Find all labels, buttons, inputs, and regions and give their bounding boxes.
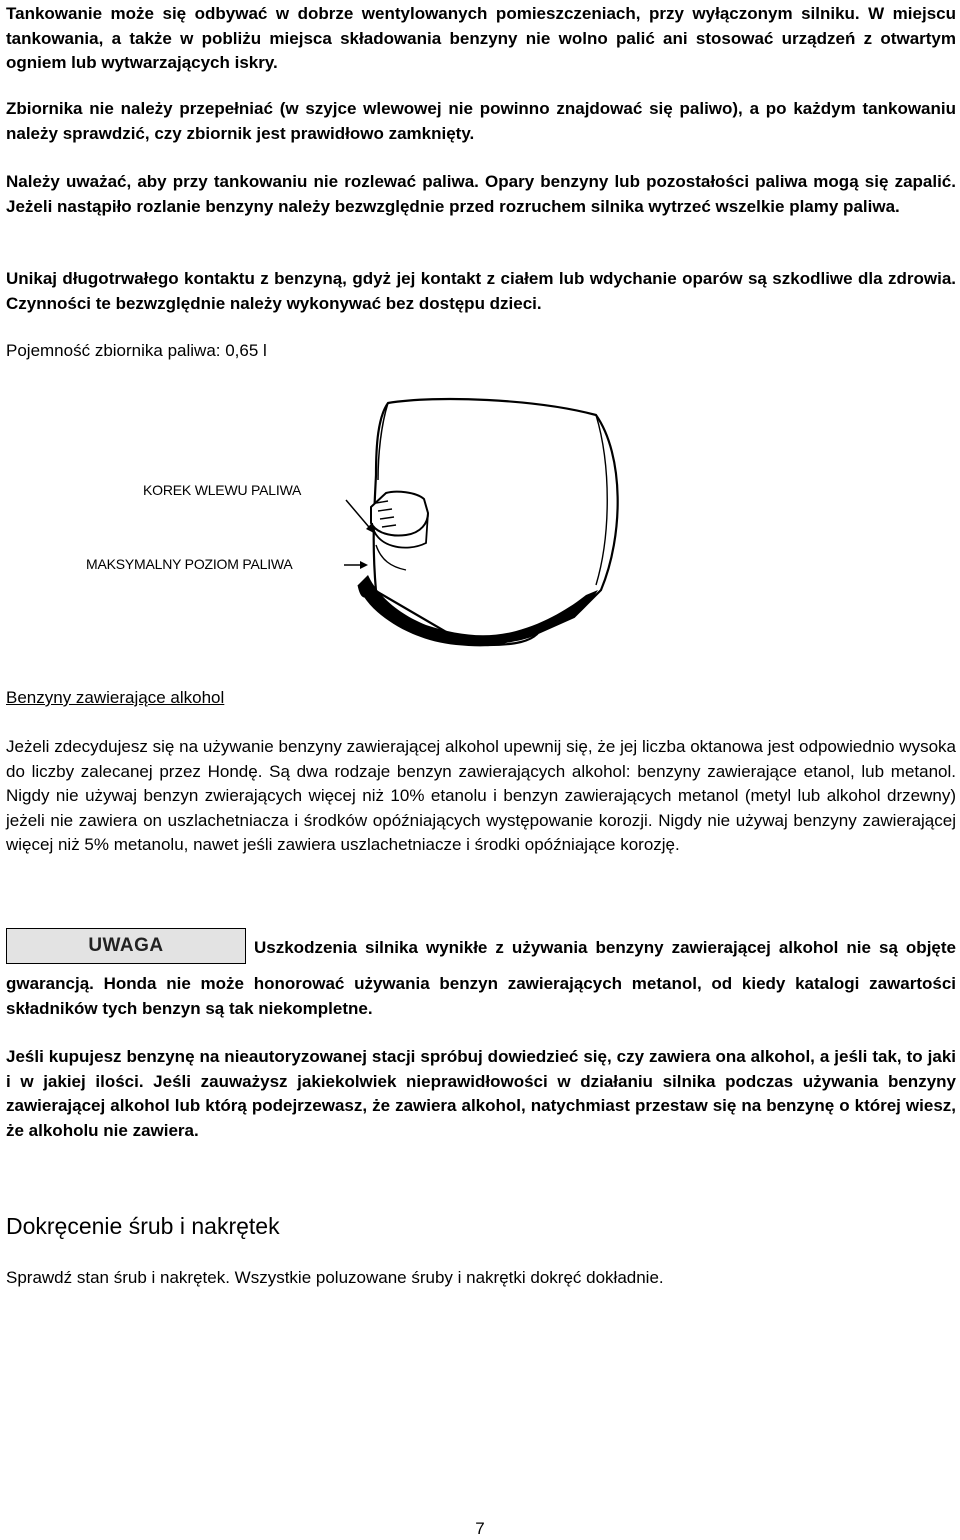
warning-badge-label: UWAGA (88, 935, 164, 956)
bolts-heading: Dokręcenie śrub i nakrętek (6, 1213, 280, 1239)
paragraph-fuel-spill: Należy uważać, aby przy tankowaniu nie rozlewać paliwa. Opary benzyny lub pozostałości paliwa mogą się zapalić. Jeżeli nastąpiło rozlanie benzyny należy bezwzględnie przed rozruchem silnika wytrzeć wszelkie plamy paliwa. (6, 172, 956, 216)
paragraph-refueling-safety: Tankowanie może się odbywać w dobrze wentylowanych pomieszczeniach, przy wyłączonym silniku. W miejscu tankowania, a także w pobliżu miejsca składowania benzyny nie wolno palić ani stosować urządzeń z otwartym ogniem lub wytwarzających iskry. (6, 4, 956, 72)
warning-badge (6, 928, 246, 964)
alcohol-fuels-heading: Benzyny zawierające alkohol (6, 688, 225, 707)
label-max-fuel-level: MAKSYMALNY POZIOM PALIWA (86, 556, 293, 572)
warning-paragraph (6, 936, 956, 1021)
page-number: 7 (475, 1519, 485, 1538)
tank-capacity: Pojemność zbiornika paliwa: 0,65 l (6, 341, 267, 360)
paragraph-health-warning: Unikaj długotrwałego kontaktu z benzyną, gdyż jej kontakt z ciałem lub wdychanie oparów są szkodliwe dla zdrowia. Czynności te bezwzględnie należy wykonywać bez dostępu dzieci. (6, 269, 956, 313)
filler-cap (371, 492, 428, 536)
alcohol-fuels-body: Jeżeli zdecydujesz się na używanie benzyny zawierającej alkohol upewnij się, że jej liczba oktanowa jest odpowiednio wysoka do liczby zalecanej przez Hondę. Są dwa rodzaje benzyn zawierających alkohol: benzyny zawierające etanol, lub metanol. Nigdy nie używaj benzyn zwierających więcej niż 10% etanolu i benzyn zawierających metanol (metyl lub alkohol drzewny) jeżeli nie zawiera on uszlachetniacza i środków opóźniających występowanie korozji. Nigdy nie używaj benzyny zawierającej więcej niż 5% metanolu, nawet jeśli zawiera uszlachetniacze i środki opóźniające korozję. (6, 737, 956, 854)
paragraph-tank-overfill: Zbiornika nie należy przepełniać (w szyjce wlewowej nie powinno znajdować się paliwo), a po każdym tankowaniu należy sprawdzić, czy zbiornik jest prawidłowo zamknięty. (6, 99, 956, 143)
warning-text: Uszkodzenia silnika wynikłe z używania benzyny zawierającej alkohol nie są objęte gwarancją. Honda nie może honorować używania benzyn zawierających metanol, od kiedy katalogi zawartości składników tych benzyn są tak niekompletne. (6, 938, 956, 1018)
fuel-tank-figure (76, 395, 596, 650)
label-fuel-cap: KOREK WLEWU PALIWA (143, 482, 302, 498)
unauthorized-station-paragraph: Jeśli kupujesz benzynę na nieautoryzowanej stacji spróbuj dowiedzieć się, czy zawiera ona alkohol, a jeśli tak, to jaki i w jakiej ilości. Jeśli zauważysz jakiekolwiek nieprawidłowości w działaniu silnika podczas używania benzyny zawierającej alkohol lub którą podejrzewasz, że zawiera alkohol, natychmiast przestaw się na benzynę o której wiesz, że alkoholu nie zawiera. (6, 1047, 956, 1140)
fuel-tank-drawing (76, 395, 596, 650)
bolts-body: Sprawdź stan śrub i nakrętek. Wszystkie poluzowane śruby i nakrętki dokręć dokładnie. (6, 1268, 664, 1287)
